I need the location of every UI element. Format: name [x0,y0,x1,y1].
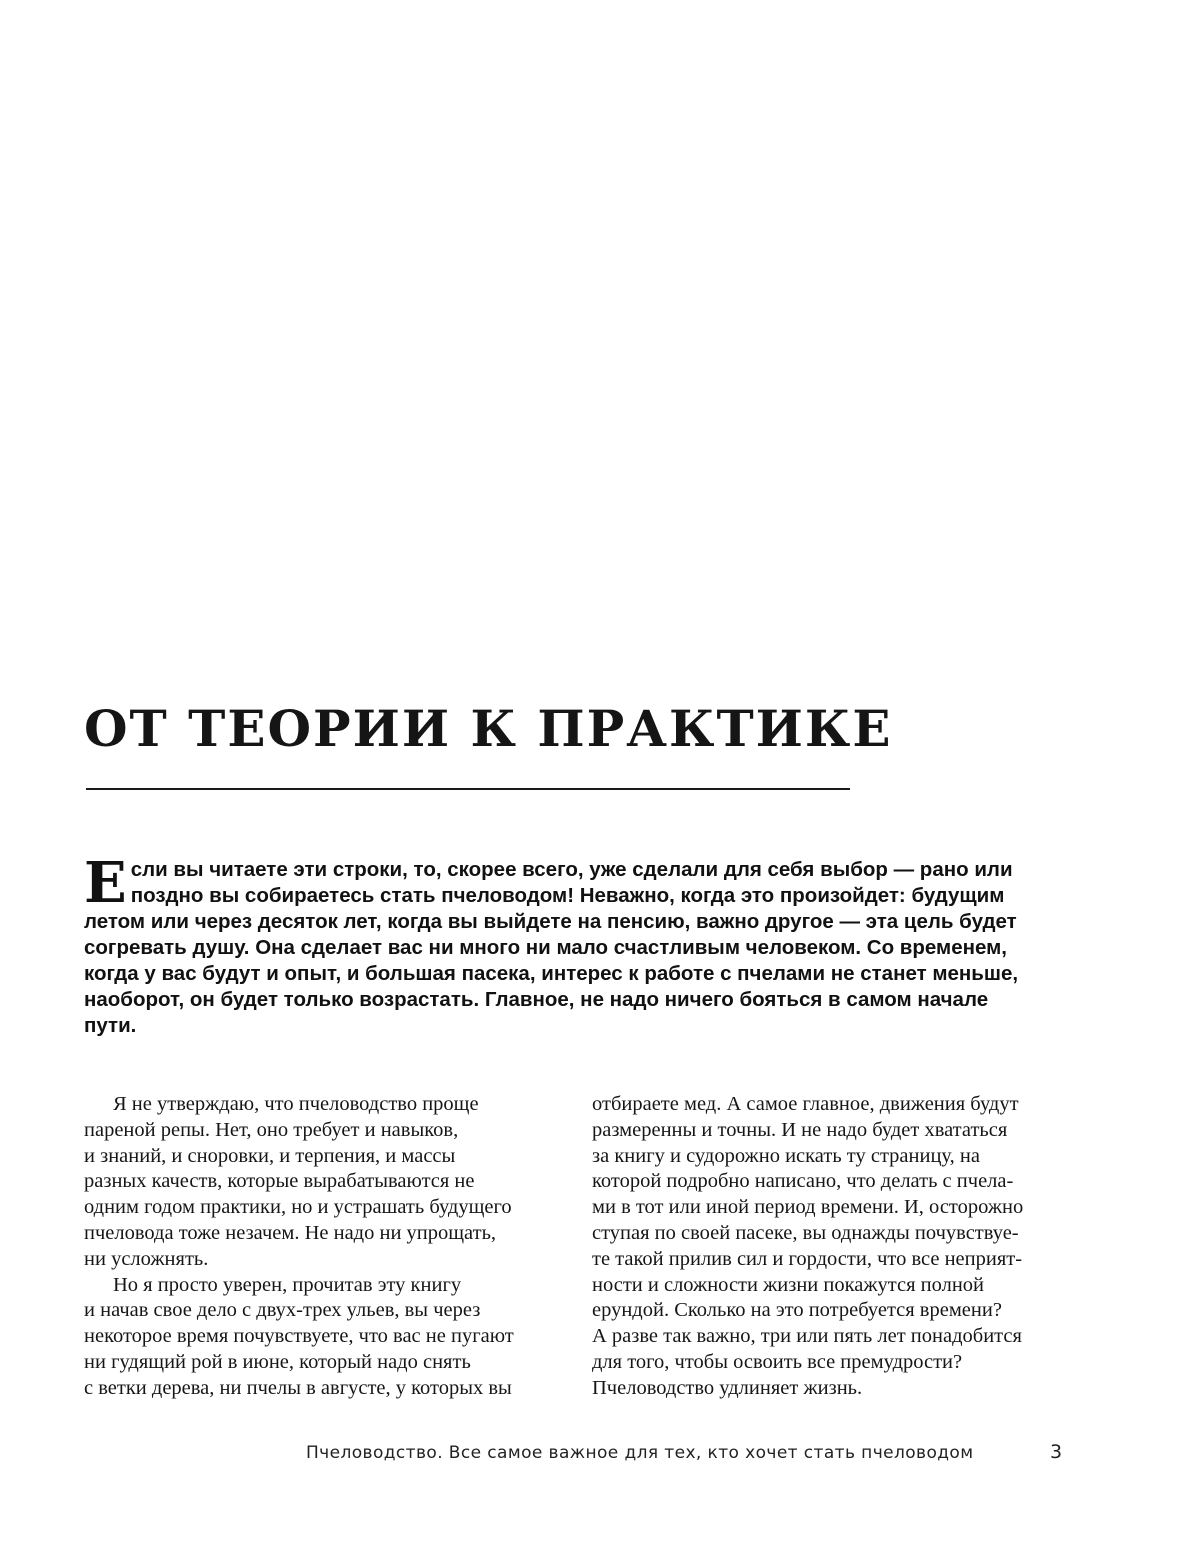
body-column-right [592,1092,1067,1402]
text-line: отбираете мед. А самое главное, движения будут [592,1093,1019,1115]
body-paragraph-1 [84,1092,559,1273]
text-line: Но я просто уверен, прочитав эту книгу [113,1273,462,1296]
running-footer-title: Пчеловодство. Все самое важное для тех, кто хочет стать пчеловодом [306,1443,974,1463]
text-line: те такой прилив сил и гордости, что все неприят- [592,1247,1023,1270]
intro-paragraph [84,850,1040,1039]
text-line: ни усложнять. [84,1247,209,1270]
intro-text: сли вы читаете эти строки, то, скорее всего, уже сделали для себя выбор — рано или поздно вы собираетесь стать пчеловодом! Неважно, когда это произойдет: будущим летом или через десяток лет, когда вы выйдете на пенсию, важно другое — эта цель будет согревать душу. Она сделает вас ни много ни мало счастливым человеком. Со временем, когда у вас будут и опыт, и большая пасека, интерес к работе с пчелами не станет меньше, наоборот, он будет только возрастать. Главное, не надо ничего бояться в самом начале пути. [84,858,1019,1037]
drop-cap-letter: Е [84,850,127,916]
title-underline-rule [86,788,850,790]
text-line: ступая по своей пасеке, вы однажды почувствуе- [592,1221,1019,1244]
text-line: и начав свое дело с двух-трех ульев, вы через [84,1299,481,1322]
text-line: ми в тот или иной период времени. И, осторожно [592,1196,1024,1219]
text-line: ни гудящий рой в июне, который надо снять [84,1350,471,1373]
text-line: размеренны и точны. И не надо будет хвататься [592,1118,1008,1141]
text-line: одним годом практики, но и устрашать будущего [84,1196,512,1219]
body-paragraph-2 [84,1273,559,1402]
text-line: которой подробно написано, что делать с пчела- [592,1170,1014,1193]
chapter-title: ОТ ТЕОРИИ К ПРАКТИКЕ [84,699,893,758]
text-line: и знаний, и сноровки, и терпения, и массы [84,1144,456,1167]
text-line: ности и сложности жизни покажутся полной [592,1273,985,1296]
text-line: для того, чтобы освоить все премудрости? [592,1350,963,1373]
text-line: ерундой. Сколько на это потребуется времени? [592,1299,1002,1322]
text-line: пчеловода тоже незачем. Не надо ни упрощать, [84,1221,497,1244]
text-line: за книгу и судорожно искать ту страницу, на [592,1144,980,1167]
text-line: пареной репы. Нет, оно требует и навыков, [84,1118,459,1141]
body-column-left [84,1092,559,1402]
page-number: 3 [1050,1441,1063,1463]
text-line: разных качеств, которые вырабатываются не [84,1170,475,1193]
body-paragraph-2-continued [592,1092,1067,1402]
text-line: Я не утверждаю, что пчеловодство проще [113,1093,479,1115]
text-line: А разве так важно, три или пять лет понадобится [592,1325,1022,1348]
text-line: с ветки дерева, ни пчелы в августе, у которых вы [84,1376,512,1399]
text-line: некоторое время почувствуете, что вас не пугают [84,1325,514,1348]
text-line: Пчеловодство удлиняет жизнь. [592,1376,863,1399]
